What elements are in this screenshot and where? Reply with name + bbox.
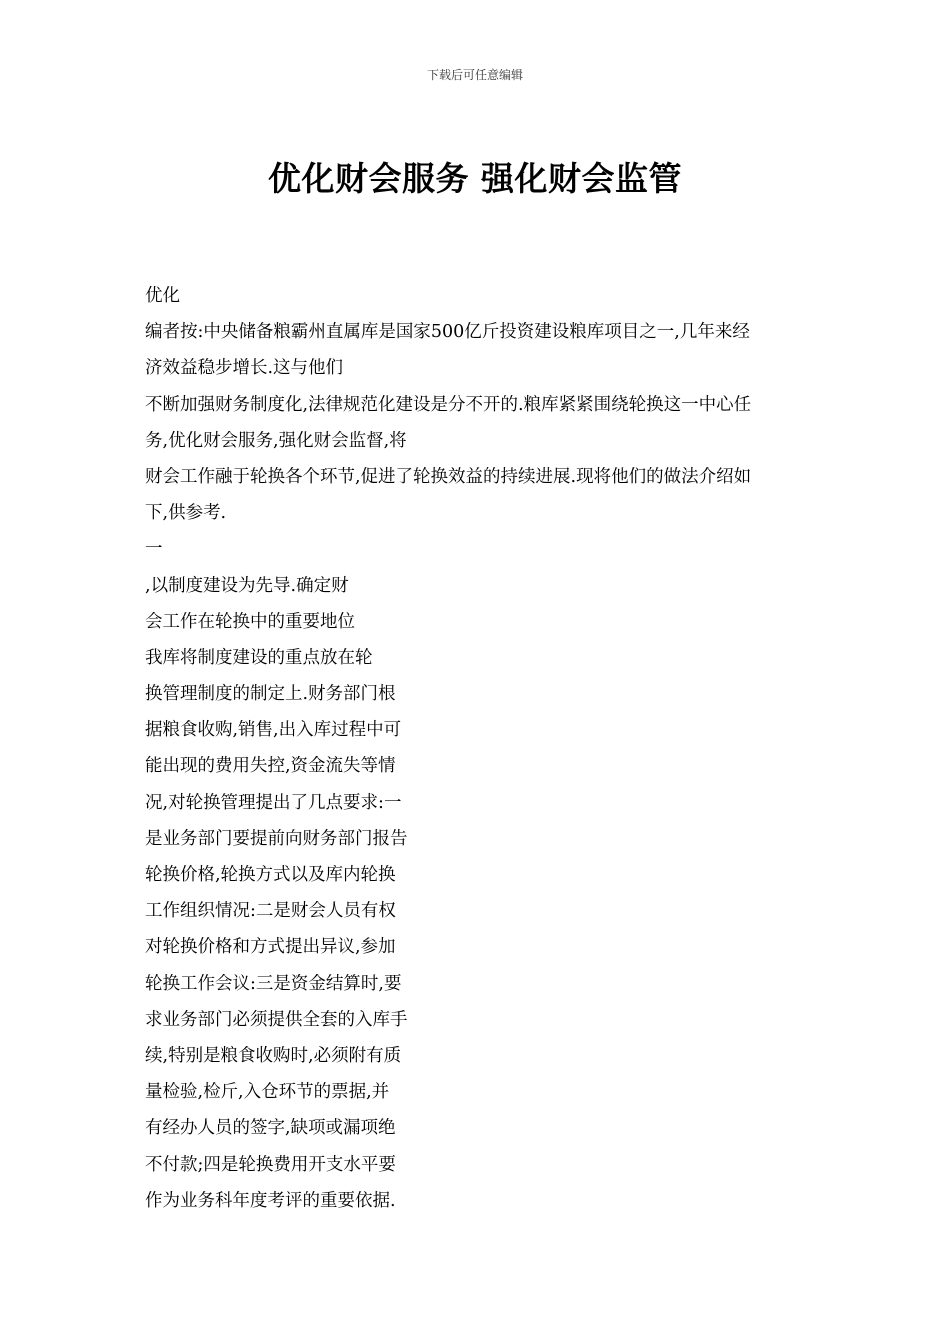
body-line: 对轮换价格和方式提出异议,参加 [145,937,396,958]
section-heading-line: 会工作在轮换中的重要地位 [145,611,355,632]
body-line: 续,特别是粮食收购时,必须附有质 [145,1045,402,1066]
body-line: 求业务部门必须提供全套的入库手 [145,1009,408,1030]
body-line: 工作组织情况:二是财会人员有权 [145,901,396,922]
body-line: 轮换工作会议:三是资金结算时,要 [145,973,402,994]
body-line: 是业务部门要提前向财务部门报告 [145,828,408,849]
section-number: 一 [145,539,163,560]
document-title: 优化财会服务 强化财会监管 [268,159,682,198]
body-line: 换管理制度的制定上.财务部门根 [145,684,396,705]
body-line: 轮换价格,轮换方式以及库内轮换 [145,865,396,885]
body-line: 不付款;四是轮换费用开支水平要 [145,1154,396,1175]
document-body [145,278,813,1219]
body-line: 据粮食收购,销售,出入库过程中可 [145,720,402,741]
body-line: 作为业务科年度考评的重要依据. [145,1190,396,1211]
page-header-note: 下载后可任意编辑 [426,68,523,82]
body-line: 有经办人员的签字,缺项或漏项绝 [145,1118,396,1139]
body-line: 编者按:中央储备粮霸州直属库是国家500亿斤投资建设粮库项目之一,几年来经 [145,322,750,343]
body-line: 我库将制度建设的重点放在轮 [145,647,373,668]
section-heading-line: ,以制度建设为先导.确定财 [145,575,349,596]
body-line: 能出现的费用失控,资金流失等情 [145,756,396,777]
body-line: 财会工作融于轮换各个环节,促进了轮换效益的持续进展.现将他们的做法介绍如 [145,466,752,487]
body-line: 不断加强财务制度化,法律规范化建设是分不开的.粮库紧紧围绕轮换这一中心任 [145,394,752,415]
body-line: 务,优化财会服务,强化财会监督,将 [145,430,407,451]
body-line: 下,供参考. [145,503,227,524]
body-line: 济效益稳步增长.这与他们 [145,358,344,379]
body-line: 况,对轮换管理提出了几点要求:一 [145,792,402,813]
body-line: 量检验,检斤,入仓环节的票据,并 [145,1082,390,1103]
body-line: 优化 [145,286,180,306]
